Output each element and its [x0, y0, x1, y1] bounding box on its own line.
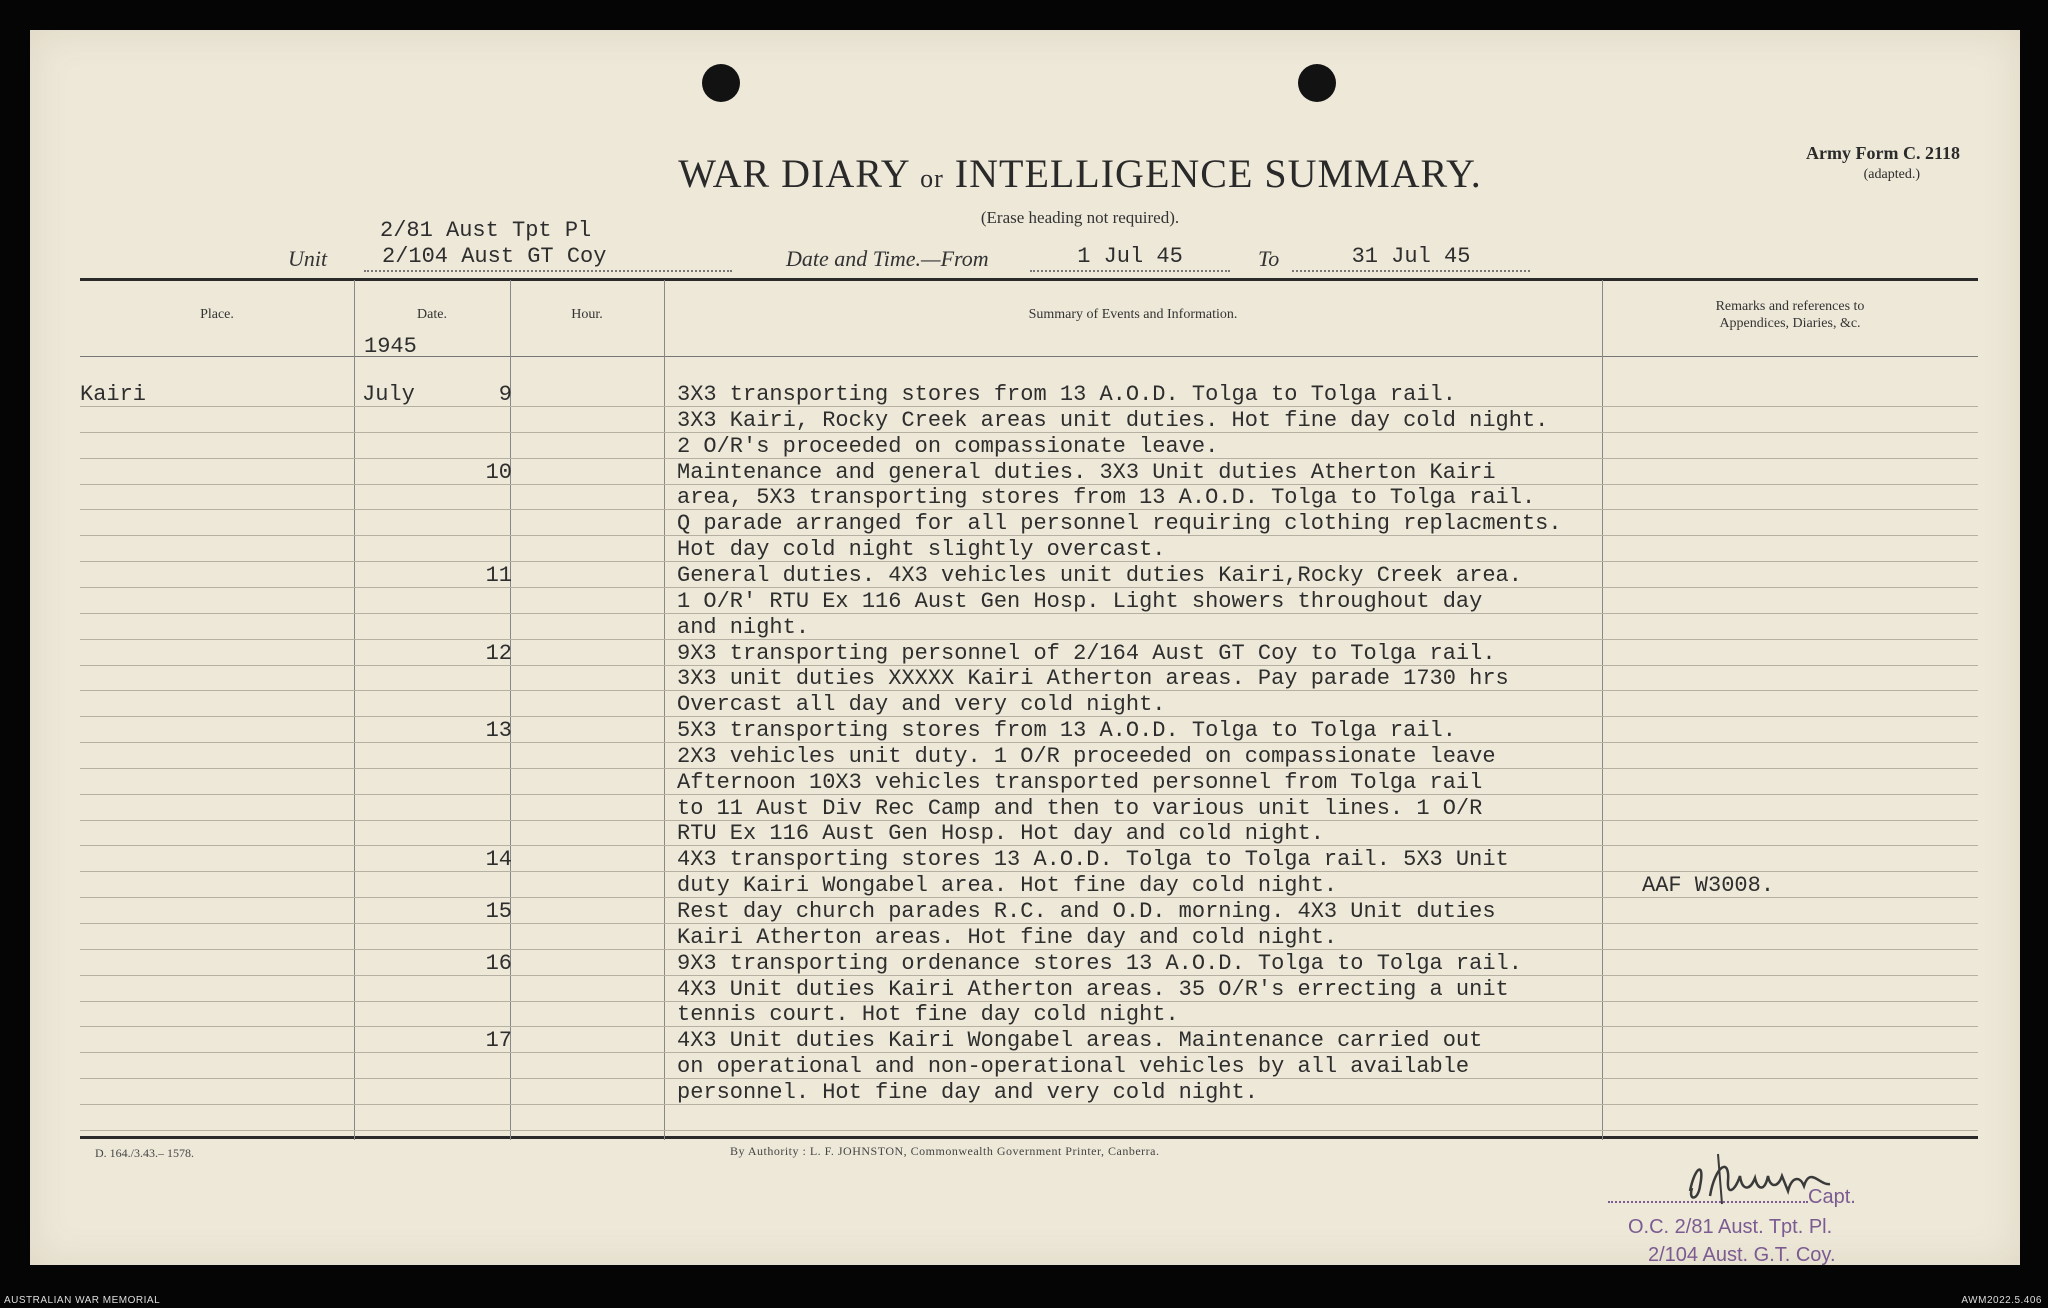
- entry-summary: 2 O/R's proceeded on compassionate leave.: [677, 433, 1219, 459]
- unit-field: [364, 244, 732, 272]
- erase-note: (Erase heading not required).: [980, 208, 1180, 227]
- entry-line: [30, 692, 2020, 718]
- entry-summary: Q parade arranged for all personnel requiring clothing replacments.: [677, 511, 1562, 537]
- unit-sub-name: 2/81 Aust Tpt Pl: [380, 218, 592, 243]
- entry-line: [30, 821, 2020, 847]
- entry-day: 13: [485, 718, 512, 744]
- entry-day: 10: [485, 459, 512, 485]
- archive-credit: AUSTRALIAN WAR MEMORIAL: [4, 1295, 161, 1306]
- entry-line: [30, 408, 2020, 434]
- entry-place: Kairi: [80, 382, 147, 407]
- entry-line: [30, 641, 2020, 667]
- entry-line: [30, 615, 2020, 641]
- entry-day: 14: [485, 847, 512, 873]
- entry-line: [30, 1002, 2020, 1028]
- archive-reference: AWM2022.5.406: [1961, 1295, 2042, 1306]
- entry-line: [30, 951, 2020, 977]
- entry-summary: personnel. Hot fine day and very cold night.: [677, 1079, 1258, 1105]
- table-top-rule: [80, 278, 1978, 281]
- entry-line: [30, 873, 2020, 899]
- entry-line: [30, 537, 2020, 563]
- entry-line: [30, 460, 2020, 486]
- form-title: [580, 150, 1580, 197]
- stamp-rank: Capt.: [1808, 1186, 1856, 1208]
- entry-summary: on operational and non-operational vehicles by all available: [677, 1054, 1470, 1080]
- entry-line: [30, 718, 2020, 744]
- entry-line: [30, 563, 2020, 589]
- entry-summary: 1 O/R' RTU Ex 116 Aust Gen Hosp. Light showers throughout day: [677, 588, 1483, 614]
- title-intelligence-summary: INTELLIGENCE SUMMARY.: [954, 151, 1482, 196]
- entry-line: [30, 925, 2020, 951]
- date-time-label: Date and Time.—From: [786, 246, 989, 271]
- column-header-hour: Hour.: [571, 307, 603, 322]
- entry-line: [30, 434, 2020, 460]
- remarks-header-line1: Remarks and references to: [1715, 299, 1865, 314]
- punch-hole: [702, 64, 740, 102]
- from-date-field: 1 Jul 45: [1030, 244, 1230, 272]
- entry-summary: duty Kairi Wongabel area. Hot fine day cold night.: [677, 873, 1338, 899]
- entry-summary: Afternoon 10X3 vehicles transported personnel from Tolga rail: [677, 769, 1483, 795]
- entry-summary: and night.: [677, 614, 810, 640]
- column-header-place: Place.: [200, 307, 234, 322]
- signature-dotted-line: [1608, 1201, 1808, 1203]
- entry-line: [30, 770, 2020, 796]
- entry-summary: RTU Ex 116 Aust Gen Hosp. Hot day and cold night.: [677, 821, 1324, 847]
- entry-month: July: [362, 382, 415, 407]
- entry-summary: 3X3 Kairi, Rocky Creek areas unit duties. Hot fine day cold night.: [677, 407, 1549, 433]
- entry-line: [30, 666, 2020, 692]
- column-header-remarks: [1602, 298, 1978, 332]
- entry-summary: 4X3 Unit duties Kairi Wongabel areas. Maintenance carried out: [677, 1028, 1483, 1054]
- entry-line: [30, 899, 2020, 925]
- column-header-summary: Summary of Events and Information.: [1028, 307, 1238, 322]
- army-form-number: [1806, 142, 1960, 186]
- entry-summary: Maintenance and general duties. 3X3 Unit duties Atherton Kairi: [677, 459, 1496, 485]
- stamp-company-line: 2/104 Aust. G.T. Coy.: [1648, 1244, 1836, 1266]
- entry-summary: Overcast all day and very cold night.: [677, 692, 1166, 718]
- entry-day: 9: [498, 382, 512, 407]
- diary-page: [30, 30, 2020, 1265]
- ruled-line: [80, 1130, 1978, 1131]
- entry-line: [30, 485, 2020, 511]
- entry-day: 11: [485, 562, 512, 588]
- entry-line: [30, 1080, 2020, 1106]
- entry-day: 12: [485, 640, 512, 666]
- entry-line: [30, 589, 2020, 615]
- stamp-unit-line: O.C. 2/81 Aust. Tpt. Pl.: [1628, 1216, 1833, 1238]
- to-date-field: 31 Jul 45: [1292, 244, 1530, 272]
- remarks-header-line2: Appendices, Diaries, &c.: [1719, 316, 1861, 331]
- punch-hole: [1298, 64, 1336, 102]
- entry-line: [30, 977, 2020, 1003]
- title-or: or: [920, 164, 944, 193]
- entry-day: 16: [485, 950, 512, 976]
- entry-summary: tennis court. Hot fine day cold night.: [677, 1002, 1179, 1028]
- form-print-code: D. 164./3.43.– 1578.: [95, 1146, 194, 1160]
- column-header-date: Date.: [417, 307, 447, 322]
- entry-summary: 3X3 transporting stores from 13 A.O.D. Tolga to Tolga rail.: [677, 382, 1456, 407]
- entry-summary: 3X3 unit duties XXXXX Kairi Atherton areas. Pay parade 1730 hrs: [677, 666, 1509, 692]
- entry-day: 15: [485, 899, 512, 924]
- entry-summary: Rest day church parades R.C. and O.D. morning. 4X3 Unit duties: [677, 899, 1496, 924]
- army-form-label: Army Form C. 2118: [1806, 143, 1960, 163]
- table-bottom-rule: [80, 1136, 1978, 1139]
- entry-summary: 2X3 vehicles unit duty. 1 O/R proceeded on compassionate leave: [677, 743, 1496, 769]
- entry-summary: Kairi Atherton areas. Hot fine day and cold night.: [677, 924, 1338, 950]
- entry-remark: AAF W3008.: [1642, 873, 1775, 899]
- title-war-diary: WAR DIARY: [678, 151, 910, 196]
- to-label: To: [1258, 246, 1280, 271]
- entry-summary: 9X3 transporting ordenance stores 13 A.O.D. Tolga to Tolga rail.: [677, 950, 1522, 976]
- entry-line: [30, 847, 2020, 873]
- entry-summary: 4X3 transporting stores 13 A.O.D. Tolga to Tolga rail. 5X3 Unit: [677, 847, 1509, 873]
- entry-line: [30, 1054, 2020, 1080]
- entry-day: 17: [485, 1028, 512, 1054]
- entry-line: [30, 1028, 2020, 1054]
- entry-line: [30, 796, 2020, 822]
- printer-authority: By Authority : L. F. JOHNSTON, Commonwealth Government Printer, Canberra.: [730, 1144, 1160, 1158]
- entry-summary: 4X3 Unit duties Kairi Atherton areas. 35 O/R's errecting a unit: [677, 976, 1509, 1002]
- year-label: 1945: [364, 334, 417, 359]
- unit-value: 2/104 Aust GT Coy: [382, 244, 607, 269]
- entry-summary: General duties. 4X3 vehicles unit duties Kairi,Rocky Creek area.: [677, 562, 1522, 588]
- officer-stamp: [1608, 1150, 1908, 1270]
- entry-summary: Hot day cold night slightly overcast.: [677, 537, 1166, 563]
- entry-line: [30, 382, 2020, 408]
- entry-summary: 9X3 transporting personnel of 2/164 Aust GT Coy to Tolga rail.: [677, 640, 1496, 666]
- adapted-label: (adapted.): [1863, 167, 1920, 182]
- entry-summary: to 11 Aust Div Rec Camp and then to various unit lines. 1 O/R: [677, 795, 1483, 821]
- entry-summary: 5X3 transporting stores from 13 A.O.D. Tolga to Tolga rail.: [677, 718, 1456, 744]
- unit-label: Unit: [288, 246, 328, 271]
- entry-line: [30, 744, 2020, 770]
- entry-summary: area, 5X3 transporting stores from 13 A.O.D. Tolga to Tolga rail.: [677, 485, 1536, 511]
- entry-line: [30, 511, 2020, 537]
